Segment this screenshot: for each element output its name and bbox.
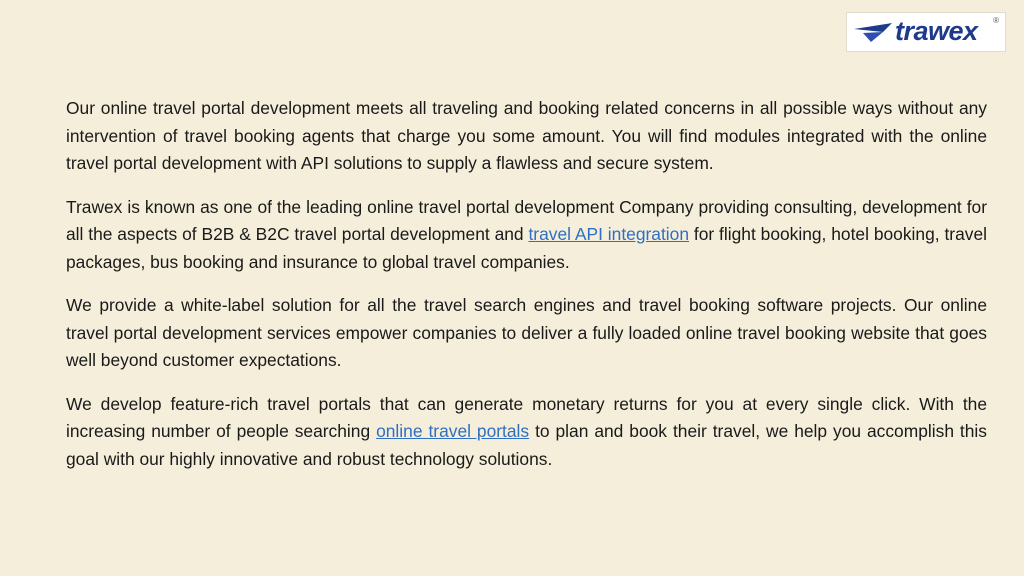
paragraph-white-label: We provide a white-label solution for all the travel search engines and travel booking software projects. Our online travel portal development services empower companies to deliver a fully loaded online travel booking website that goes well beyond customer expectations.	[66, 295, 987, 370]
paragraph-text-after-link: for flight booking, hotel booking, travel packages, bus booking and insurance to global travel companies.	[66, 224, 987, 272]
paragraph-intro: Our online travel portal development meets all traveling and booking related concerns in all possible ways without any intervention of travel booking agents that charge you some amount. You will find modules integrated with the online travel portal development with API solutions to supply a flawless and secure system.	[66, 98, 987, 173]
travel-api-integration-link[interactable]: travel API integration	[528, 224, 690, 244]
airplane-swoosh-icon	[853, 20, 893, 44]
paragraph-text-before-link: Trawex is known as one of the leading online travel portal development Company providing consulting, development for all the aspects of B2B & B2C travel portal development and	[66, 196, 987, 244]
logo-wordmark: trawex	[895, 15, 978, 46]
trawex-logo[interactable]	[846, 12, 1006, 52]
paragraph-trawex-services	[66, 194, 987, 277]
online-travel-portals-link[interactable]: online travel portals	[376, 421, 530, 441]
article-body	[66, 95, 987, 489]
paragraph-text-before-link: We develop feature-rich travel portals that can generate monetary returns for you at every single click. With the increasing number of people searching	[66, 393, 987, 441]
paragraph-feature-rich	[66, 391, 987, 474]
paragraph-text-after-link: to plan and book their travel, we help you accomplish this goal with our highly innovative and robust technology solutions.	[66, 421, 987, 469]
registered-mark: ®	[993, 16, 999, 25]
